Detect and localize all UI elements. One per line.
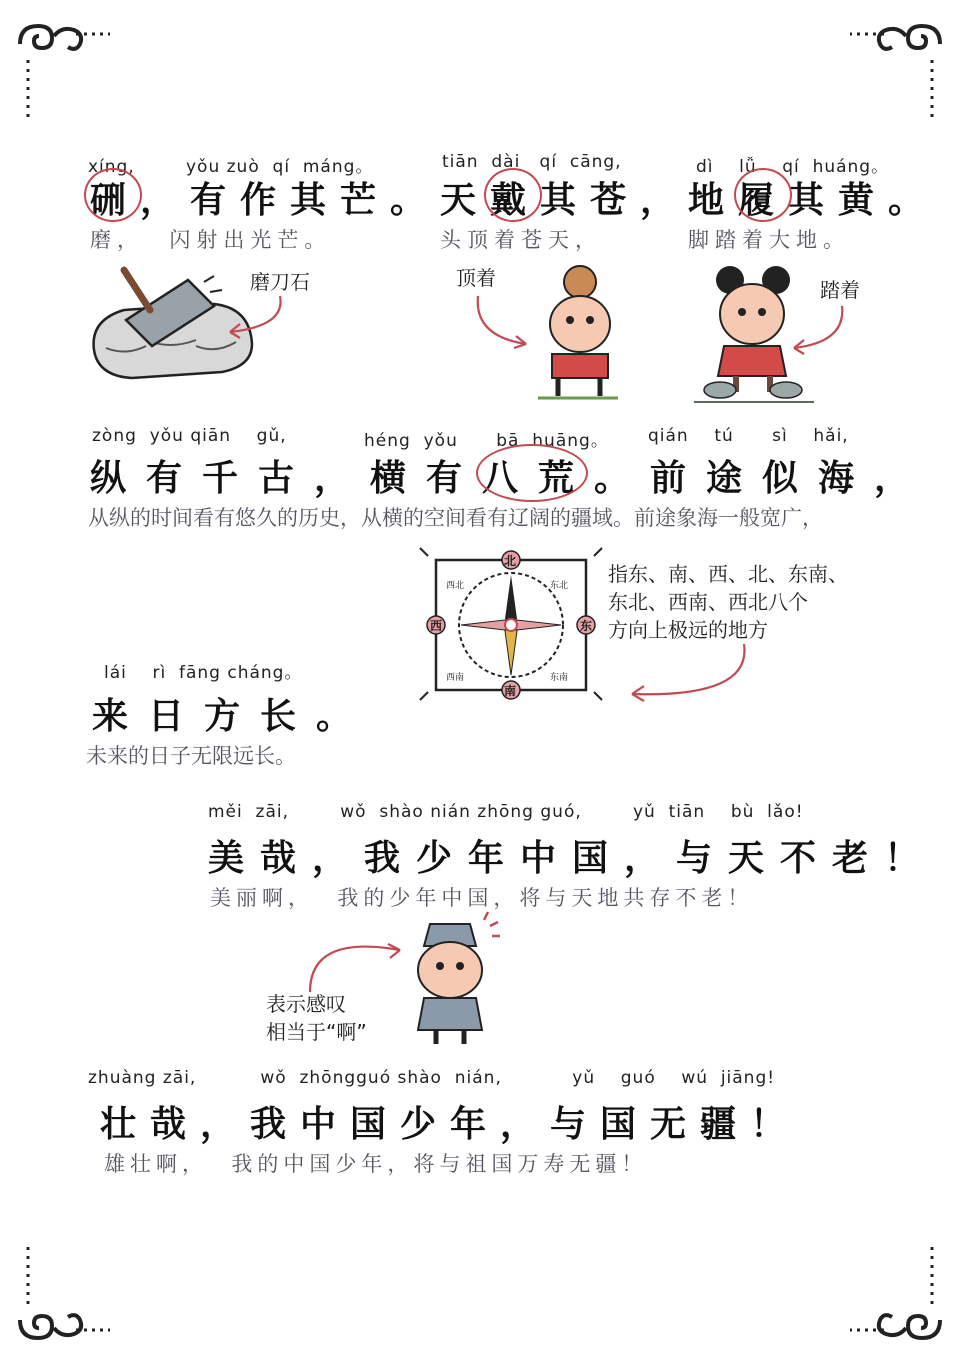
translation-line: 头顶着苍天， [440,228,602,252]
compass-north-label: 北 [504,554,517,568]
arrow-to-head [470,290,540,370]
child-carrying-illustration [534,262,624,402]
pinyin-line: dì lǚ qí huáng。 [696,157,890,177]
verse-line: 壮哉，我中国少年，与国无疆！ [100,1104,801,1145]
pinyin-line: zhuàng zāi, wǒ zhōngguó shào nián, yǔ guó wú jiāng! [88,1068,776,1088]
translation-line: 美丽啊， 我的少年中国，将与天地共存不老！ [210,886,754,910]
verse-line: 美哉，我少年中国，与天不老！ [208,838,937,879]
translation-line: 未来的日子无限远长。 [86,744,296,768]
scholar-illustration [400,910,500,1050]
corner-ornament-top-left [14,14,134,134]
pinyin-line: zòng yǒu qiān gǔ, [92,426,287,446]
pinyin-line: měi zāi, wǒ shào nián zhōng guó, yǔ tiān bù lǎo! [208,802,804,822]
translation-line: 雄壮啊， 我的中国少年，将与祖国万寿无疆！ [104,1152,648,1176]
highlight-circle [476,444,588,502]
verse-line: 纵有千古，横有八荒。前途似海， [90,458,931,499]
translation-line: 从纵的时间看有悠久的历史，从横的空间看有辽阔的疆域。前途象海一般宽广， [88,506,823,530]
translation-line: 磨， 闪射出光芒。 [90,228,332,252]
arrow-to-compass [620,640,760,710]
compass-east-label: 东 [580,619,593,633]
pinyin-line: qián tú sì hǎi, [648,426,849,446]
highlight-circle [484,168,542,222]
pinyin-line: héng yǒu bā huāng。 [364,431,609,451]
highlight-circle [84,168,142,222]
highlight-circle [734,168,792,222]
corner-ornament-bottom-left [14,1230,134,1350]
verse-line: 硎，有作其芒。 [90,180,441,221]
arrow-to-tread [780,300,850,370]
translation-line: 脚踏着大地。 [688,228,850,252]
compass-se-label: 东南 [550,673,569,683]
arrow-to-whetstone [222,290,292,350]
compass-ne-label: 东北 [550,581,569,591]
compass-south-label: 南 [504,684,517,698]
note-whetstone: 磨刀石 [250,270,310,294]
note-head: 顶着 [456,266,496,290]
pinyin-line: lái rì fāng cháng。 [104,663,303,683]
pinyin-line: tiān dài qí cāng, [442,152,622,172]
verse-line: 来日方长。 [92,696,373,737]
compass-west-label: 西 [430,619,443,633]
compass-nw-label: 西北 [446,581,465,591]
compass-sw-label: 西南 [446,673,465,683]
corner-ornament-top-right [826,14,946,134]
note-bahuang: 指东、南、西、北、东南、 东北、西南、西北八个 方向上极远的地方 [608,562,848,642]
pinyin-line: xíng, yǒu zuò qí máng。 [88,157,374,177]
note-tread: 踏着 [820,278,860,302]
corner-ornament-bottom-right [826,1230,946,1350]
verse-line: 地履其黄。 [688,180,939,221]
note-zai: 表示感叹 相当于“啊” [266,992,367,1044]
verse-line: 天戴其苍， [440,180,691,221]
